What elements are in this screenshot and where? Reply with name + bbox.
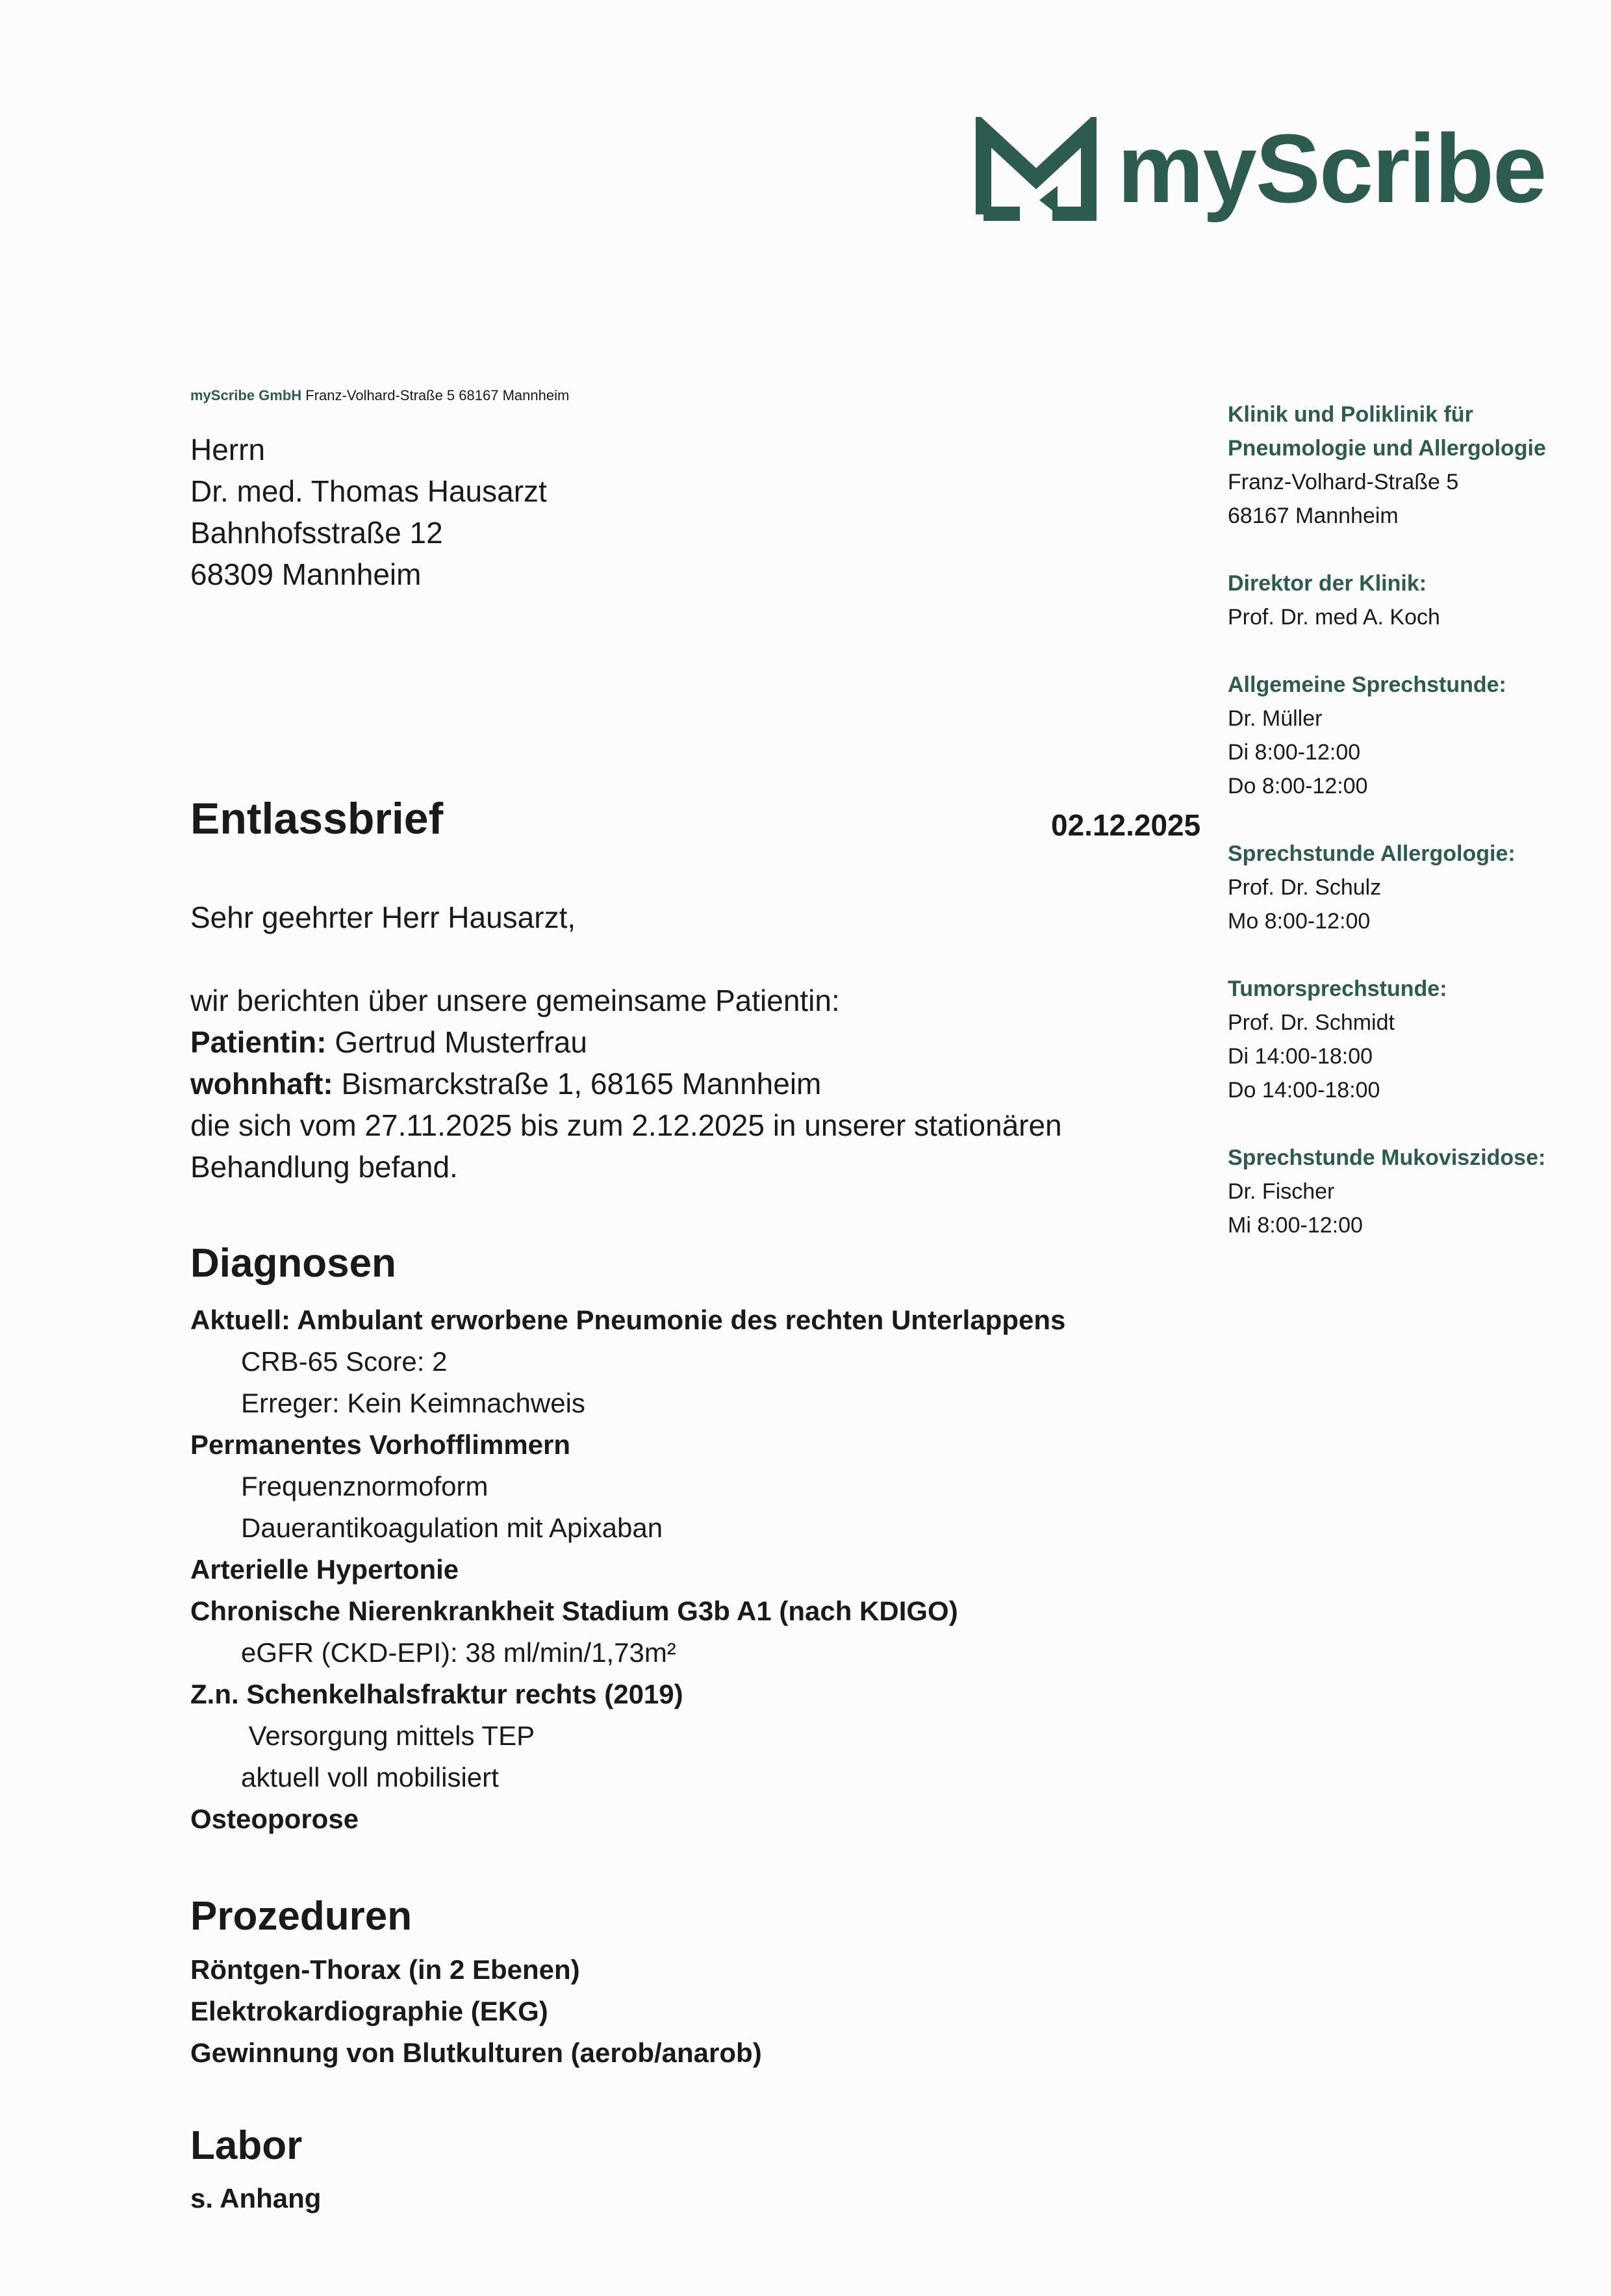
diagnosis-detail: Dauerantikoagulation mit Apixaban	[241, 1512, 663, 1543]
sidebar-line: Prof. Dr. Schmidt	[1228, 1010, 1395, 1035]
diagnosis-detail: CRB-65 Score: 2	[241, 1346, 448, 1377]
procedure-item: Röntgen-Thorax (in 2 Ebenen)	[190, 1954, 580, 1985]
sidebar-line: Prof. Dr. Schulz	[1228, 875, 1382, 900]
sidebar-block-general	[1228, 668, 1592, 803]
sidebar-line: Mi 8:00-12:00	[1228, 1213, 1363, 1238]
letter-body	[190, 897, 1210, 1188]
procedure-item: Gewinnung von Blutkulturen (aerob/anarob)	[190, 2037, 762, 2068]
diagnosis-main: Chronische Nierenkrankheit Stadium G3b A1 (nach KDIGO)	[190, 1596, 958, 1626]
labor-text: s. Anhang	[190, 2183, 322, 2213]
sidebar-line: Dr. Müller	[1228, 706, 1323, 731]
diagnosen-heading: Diagnosen	[190, 1241, 396, 1286]
diagnosis-main: Permanentes Vorhofflimmern	[190, 1429, 571, 1460]
sidebar-block-tumor	[1228, 972, 1592, 1107]
sidebar-block-allergy	[1228, 837, 1592, 938]
patient-line	[190, 1021, 1210, 1063]
prozeduren-list	[190, 1949, 762, 2074]
sidebar-line: Prof. Dr. med A. Koch	[1228, 605, 1440, 630]
sidebar-heading: Direktor der Klinik:	[1228, 571, 1427, 596]
diagnosis-detail: Frequenznormoform	[241, 1471, 488, 1501]
diagnosis-main: Osteoporose	[190, 1804, 359, 1834]
letter-title: Entlassbrief	[190, 794, 444, 843]
sender-address: Franz-Volhard-Straße 5 68167 Mannheim	[305, 387, 570, 403]
stay-text: die sich vom 27.11.2025 bis zum 2.12.2025 in unserer stationären Behandlung befand.	[190, 1108, 1062, 1184]
sidebar-line: Di 14:00-18:00	[1228, 1044, 1373, 1069]
diagnosis-detail: eGFR (CKD-EPI): 38 ml/min/1,73m²	[241, 1637, 676, 1668]
sidebar-line: Di 8:00-12:00	[1228, 740, 1361, 765]
sidebar-line: Mo 8:00-12:00	[1228, 909, 1371, 934]
diagnosis-main: Z.n. Schenkelhalsfraktur rechts (2019)	[190, 1679, 683, 1709]
diagnosis-detail: Erreger: Kein Keimnachweis	[241, 1388, 585, 1418]
sender-company: myScribe GmbH	[190, 387, 302, 403]
diagnosis-main: Arterielle Hypertonie	[190, 1554, 459, 1585]
recipient-line: Bahnhofsstraße 12	[190, 516, 443, 550]
labor-heading: Labor	[190, 2123, 303, 2168]
diagnosen-list	[190, 1299, 1210, 1840]
intro-text: wir berichten über unsere gemeinsame Patientin:	[190, 984, 840, 1017]
diagnosis-detail: Versorgung mittels TEP	[241, 1720, 535, 1751]
sidebar-heading: Klinik und Poliklinik für	[1228, 402, 1473, 427]
sidebar-line: Franz-Volhard-Straße 5	[1228, 470, 1459, 494]
prozeduren-heading: Prozeduren	[190, 1894, 412, 1939]
procedure-item: Elektrokardiographie (EKG)	[190, 1996, 548, 2026]
sidebar-heading: Allgemeine Sprechstunde:	[1228, 672, 1506, 697]
sidebar-block-cf	[1228, 1141, 1592, 1242]
sidebar-line: Do 14:00-18:00	[1228, 1078, 1380, 1103]
address-line	[190, 1063, 1210, 1104]
salutation: Sehr geehrter Herr Hausarzt,	[190, 900, 576, 934]
letter-date: 02.12.2025	[1051, 808, 1201, 842]
diagnosis-main: Aktuell: Ambulant erworbene Pneumonie des rechten Unterlappens	[190, 1305, 1066, 1335]
sidebar-line: Do 8:00-12:00	[1228, 774, 1368, 798]
patient-address: Bismarckstraße 1, 68165 Mannheim	[341, 1067, 822, 1101]
sender-line	[190, 387, 569, 404]
sidebar-block-clinic	[1228, 398, 1592, 533]
sidebar-heading: Pneumologie und Allergologie	[1228, 436, 1546, 461]
sidebar-line: Dr. Fischer	[1228, 1179, 1335, 1204]
sidebar-line: 68167 Mannheim	[1228, 504, 1399, 528]
myscribe-m-logo-icon	[974, 117, 1098, 221]
sidebar-block-director	[1228, 567, 1592, 634]
recipient-line: Dr. med. Thomas Hausarzt	[190, 474, 547, 508]
clinic-sidebar	[1228, 398, 1592, 1276]
sidebar-heading: Sprechstunde Allergologie:	[1228, 841, 1516, 866]
sidebar-heading: Sprechstunde Mukoviszidose:	[1228, 1145, 1546, 1170]
diagnosis-detail: aktuell voll mobilisiert	[241, 1762, 499, 1792]
recipient-address	[190, 429, 547, 595]
sidebar-heading: Tumorsprechstunde:	[1228, 976, 1447, 1001]
recipient-line: 68309 Mannheim	[190, 557, 422, 591]
address-label: wohnhaft:	[190, 1067, 333, 1101]
patient-name: Gertrud Musterfrau	[335, 1025, 587, 1059]
patient-label: Patientin:	[190, 1025, 327, 1059]
recipient-line: Herrn	[190, 433, 266, 466]
logo-wordmark: myScribe	[1117, 114, 1546, 223]
myscribe-logo	[974, 114, 1546, 227]
